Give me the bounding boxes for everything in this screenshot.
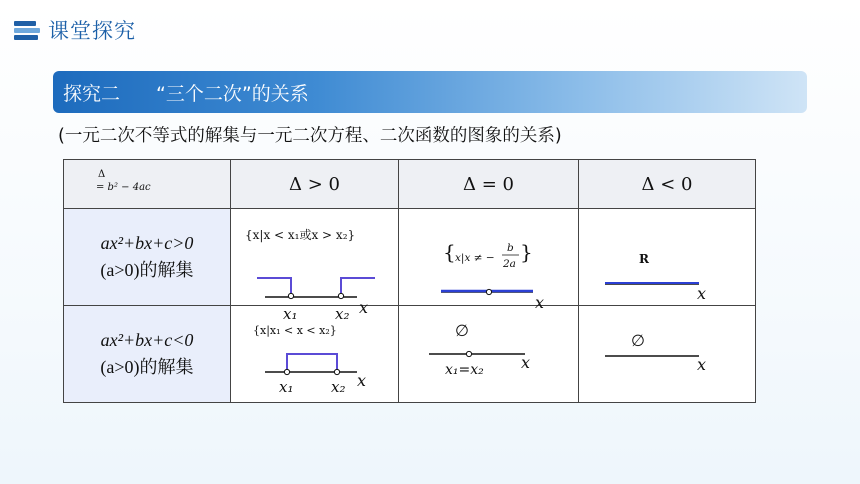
graph-gt-negative [579,209,756,305]
set-gt-positive: {x|x < x₁或x > x₂} [245,228,356,242]
cell-lt-zero [399,306,579,403]
topic-banner [53,71,807,113]
point-x1-x2 [466,351,471,356]
label-x1-eq-x2: x₁=x₂ [445,362,484,378]
axis-label: x [359,298,369,317]
label-x2: x₂ [331,378,346,396]
discriminant-header [64,160,231,209]
label-x1: x₁ [283,305,298,323]
header-delta-negative: Δ < 0 [579,160,756,209]
inequality-gt: ax²+bx+c>0 [100,233,194,253]
table-row-less [64,306,756,403]
section-header [14,14,136,46]
axis-label: x [697,284,707,303]
header-delta-zero: Δ = 0 [399,160,579,209]
cell-lt-positive [231,306,399,403]
row-label-less [64,306,231,403]
interval-middle [287,354,337,372]
set-lt-negative: ∅ [631,331,645,350]
header-delta-positive: Δ > 0 [231,160,399,209]
point-x1 [284,369,289,374]
condition-gt: (a>0)的解集 [100,260,194,280]
point-x1 [288,293,293,298]
subtitle: (一元二次不等式的解集与一元二次方程、二次函数的图象的关系) [58,126,562,146]
point-x2 [334,369,339,374]
graph-lt-positive [231,306,399,402]
graph-gt-zero [399,209,579,312]
brace-left: { [443,240,456,264]
set-gt-negative: R [639,252,649,266]
header-title: 课堂探究 [48,19,136,43]
condition-lt: (a>0)的解集 [100,357,194,377]
table-header-row [64,160,756,209]
graph-lt-negative [579,306,756,402]
relation-table [63,159,756,403]
frac-den: 2a [503,258,516,270]
inequality-lt: ax²+bx+c<0 [100,330,194,350]
banner-part1: 探究二 [63,82,121,105]
interval-right [341,278,375,296]
table-row-greater [64,209,756,306]
cell-gt-negative [579,209,756,306]
brace-right: } [520,240,533,264]
label-x2: x₂ [335,305,350,323]
point-excluded [486,289,491,294]
axis-label: x [521,353,531,372]
label-x1: x₁ [279,378,294,396]
set-gt-zero: x|x ≠ − [455,252,495,264]
books-icon [14,19,40,41]
set-lt-zero: ∅ [455,321,469,340]
point-x2 [338,293,343,298]
set-lt-positive: {x|x₁ < x < x₂} [253,324,337,337]
axis-label: x [357,371,367,390]
axis-label: x [697,355,707,374]
cell-gt-positive [231,209,399,323]
axis-label: x [535,293,545,312]
interval-left [257,278,291,296]
discriminant-formula: = b² − 4ac [96,182,151,193]
graph-gt-positive [231,209,399,323]
cell-gt-zero [399,209,579,312]
row-label-greater [64,209,231,306]
frac-num: b [507,242,514,254]
banner-part2: “三个二次”的关系 [156,82,309,105]
discriminant-symbol: Δ [98,169,106,180]
graph-lt-zero [399,306,579,402]
cell-lt-negative [579,306,756,403]
